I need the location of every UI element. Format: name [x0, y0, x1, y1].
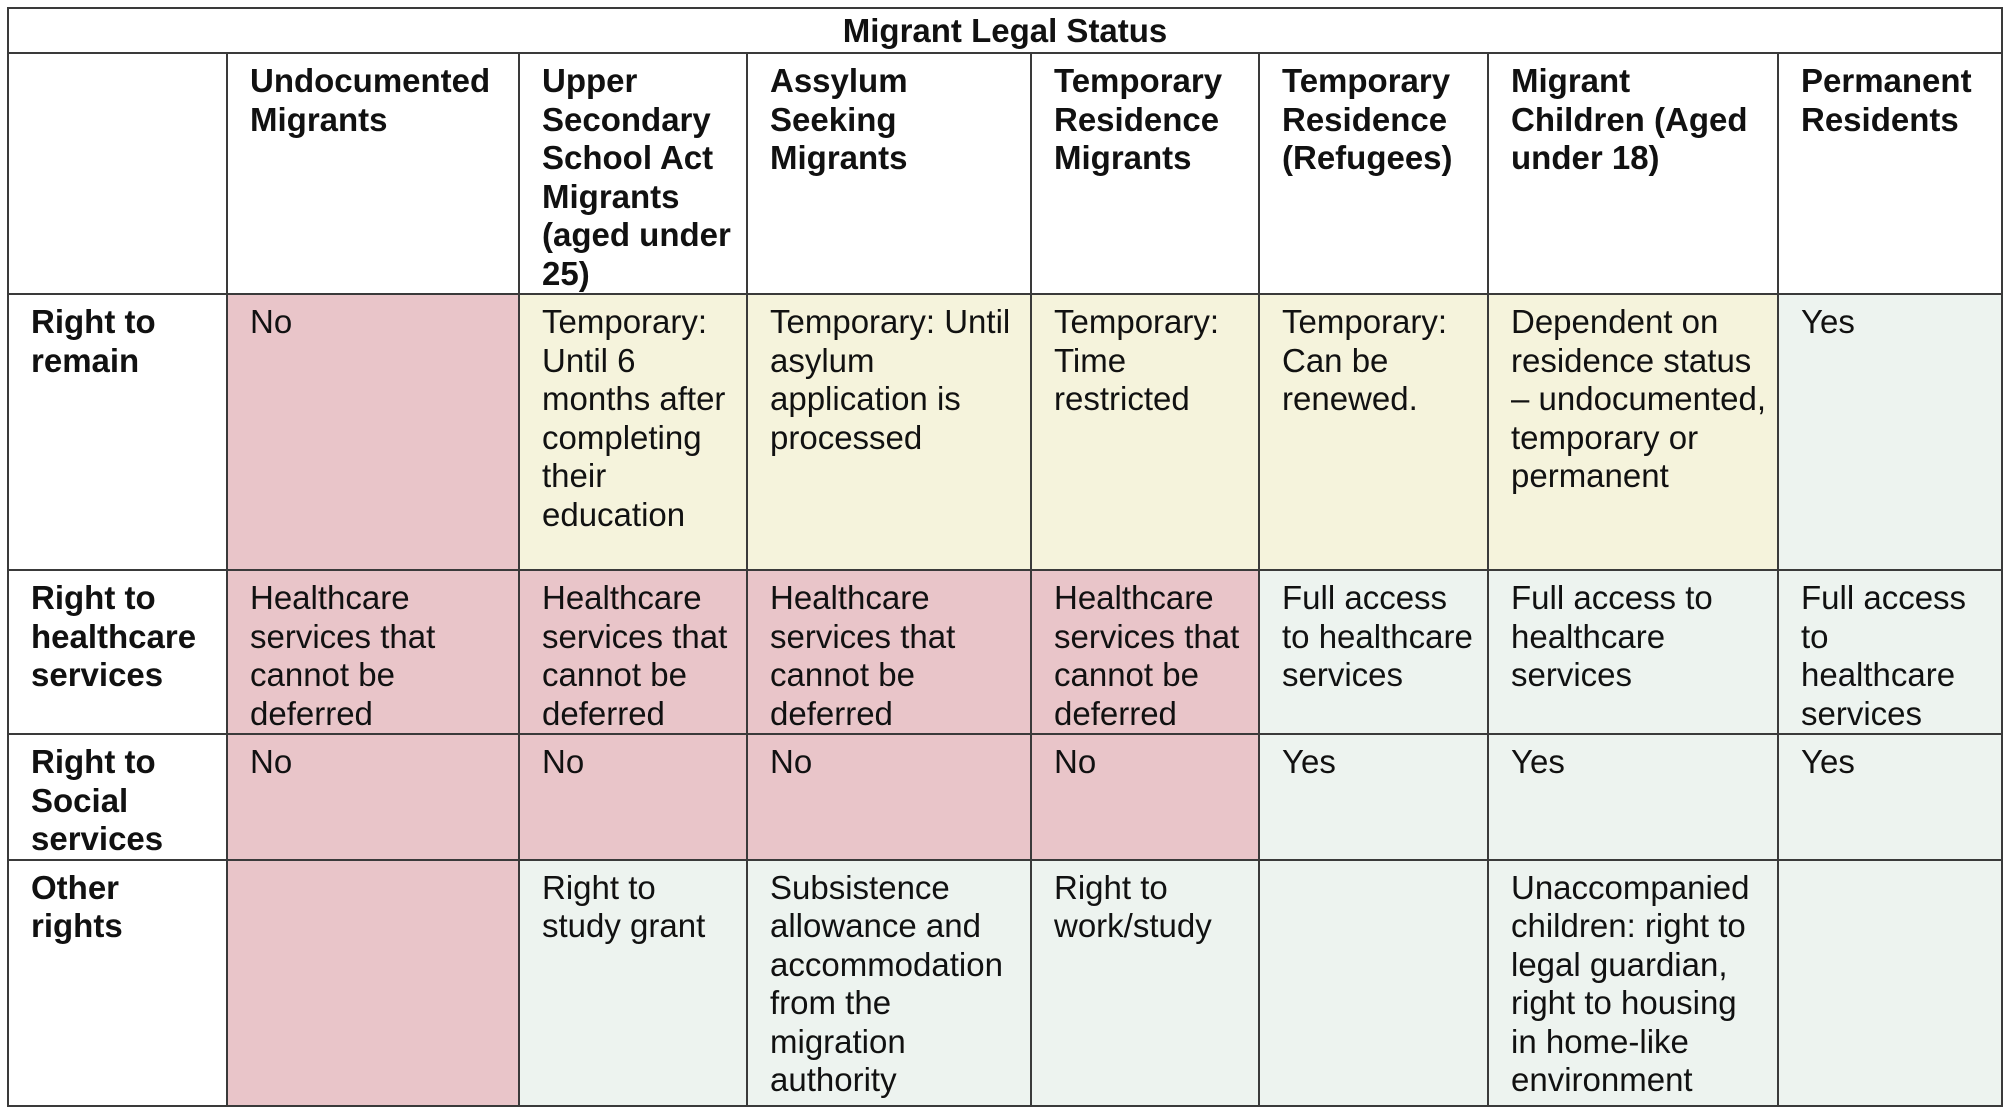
table-cell: Right to study grant — [519, 860, 747, 1106]
table-cell: Yes — [1488, 734, 1778, 860]
row-other-rights — [8, 860, 2002, 1106]
table-cell: Healthcare services that cannot be deferred — [747, 570, 1031, 734]
table-cell: Temporary: Can be renewed. — [1259, 294, 1488, 570]
table-cell: Full access to healthcare services — [1778, 570, 2002, 734]
table-cell: Healthcare services that cannot be deferred — [519, 570, 747, 734]
column-header-upper-secondary: Upper Secondary School Act Migrants (aged under 25) — [519, 53, 747, 294]
table-cell: Yes — [1778, 734, 2002, 860]
column-header-children: Migrant Children (Aged under 18) — [1488, 53, 1778, 294]
table-cell — [1259, 860, 1488, 1106]
table-cell — [1778, 860, 2002, 1106]
column-header-asylum-seeking: Assylum Seeking Migrants — [747, 53, 1031, 294]
table-title: Migrant Legal Status — [8, 8, 2002, 53]
row-label-other-rights: Other rights — [8, 860, 227, 1106]
table-cell: Unaccompanied children: right to legal guardian, right to housing in home-like environment — [1488, 860, 1778, 1106]
table-cell: Full access to healthcare services — [1259, 570, 1488, 734]
column-header-temporary-residence: Temporary Residence Migrants — [1031, 53, 1259, 294]
table-cell: Dependent on residence status – undocumented, temporary or permanent — [1488, 294, 1778, 570]
column-header-row — [8, 53, 2002, 294]
table-cell: No — [519, 734, 747, 860]
table-cell: Yes — [1259, 734, 1488, 860]
table-cell: No — [1031, 734, 1259, 860]
row-label-right-to-remain: Right to remain — [8, 294, 227, 570]
table-cell: Healthcare services that cannot be deferred — [227, 570, 519, 734]
row-label-right-to-social-services: Right to Social services — [8, 734, 227, 860]
table-cell: Right to work/study — [1031, 860, 1259, 1106]
table-cell: Temporary: Until 6 months after completing their education — [519, 294, 747, 570]
title-row — [8, 8, 2002, 53]
row-right-to-remain — [8, 294, 2002, 570]
row-right-to-healthcare — [8, 570, 2002, 734]
table-cell: Healthcare services that cannot be deferred — [1031, 570, 1259, 734]
row-label-right-to-healthcare: Right to healthcare services — [8, 570, 227, 734]
table-cell: No — [747, 734, 1031, 860]
row-right-to-social-services — [8, 734, 2002, 860]
corner-cell — [8, 53, 227, 294]
table-cell: No — [227, 294, 519, 570]
table-cell — [227, 860, 519, 1106]
table-cell: Temporary: Until asylum application is processed — [747, 294, 1031, 570]
table-cell: Full access to healthcare services — [1488, 570, 1778, 734]
table-cell: Temporary: Time restricted — [1031, 294, 1259, 570]
migrant-legal-status-table — [7, 7, 2003, 1107]
table-cell: No — [227, 734, 519, 860]
column-header-permanent: Permanent Residents — [1778, 53, 2002, 294]
column-header-undocumented: Undocumented Migrants — [227, 53, 519, 294]
table-cell: Subsistence allowance and accommodation from the migration authority — [747, 860, 1031, 1106]
column-header-refugees: Temporary Residence (Refugees) — [1259, 53, 1488, 294]
table-cell: Yes — [1778, 294, 2002, 570]
